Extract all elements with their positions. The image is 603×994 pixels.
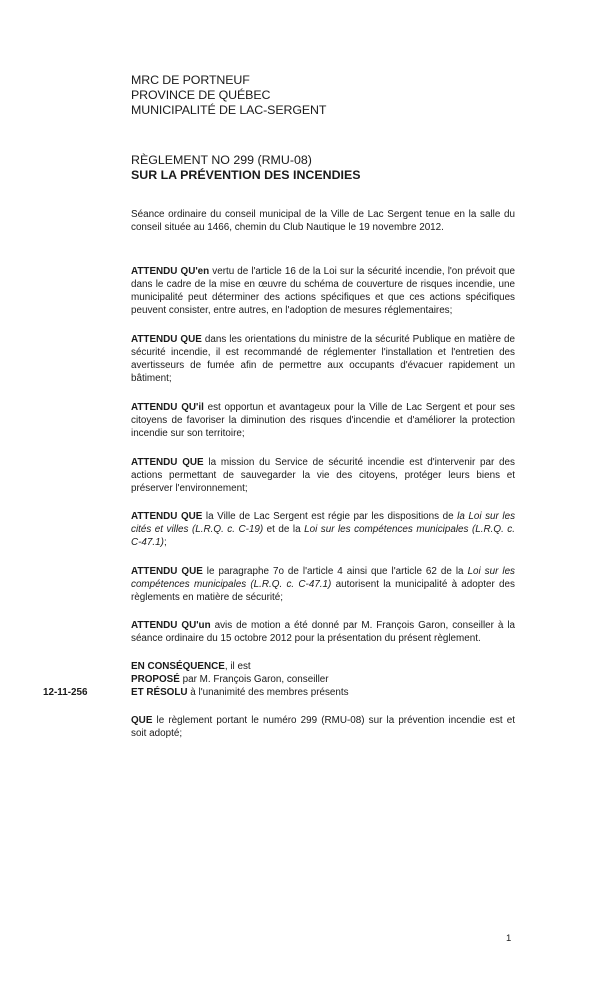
- attendu-label: ATTENDU QUE: [131, 457, 204, 468]
- attendu-paragraph-1: [131, 265, 515, 317]
- attendu-paragraph-7: [131, 619, 515, 645]
- attendu-text: avis de motion a été donné par M. François Garon, conseiller à la séance ordinaire du 15 octobre 2012 pour la présentation du présent règlement.: [131, 620, 515, 645]
- que-label: QUE: [131, 715, 153, 726]
- resolved-text: à l'unanimité des membres présents: [187, 687, 349, 699]
- title-subject: SUR LA PRÉVENTION DES INCENDIES: [131, 168, 361, 182]
- proposed-line: [131, 673, 515, 686]
- attendu-text: et de la: [263, 524, 305, 536]
- attendu-text: dans les orientations du ministre de la sécurité Publique en matière de sécurité incendie, il est recommandé de réglementer l'installation et l'entretien des avertisseurs de fumée afin de permettre aux occupants d'évacuer rapidement un bâtiment;: [131, 334, 515, 385]
- attendu-text: la mission du Service de sécurité incendie est d'intervenir par des actions permettant de sauvegarder la vie des citoyens, protéger leurs biens et préserver l'environnement;: [131, 457, 515, 495]
- attendu-label: ATTENDU QUE: [131, 334, 202, 345]
- que-text: le règlement portant le numéro 299 (RMU-08) sur la prévention incendie est et soit adopté;: [131, 715, 515, 740]
- attendu-paragraph-2: [131, 333, 515, 385]
- consequence-block: [131, 660, 515, 699]
- title-reglement: RÈGLEMENT NO 299 (RMU-08): [131, 153, 312, 167]
- consequence-label: EN CONSÉQUENCE: [131, 661, 225, 672]
- law-reference: Loi sur les compétences municipales (L.R.Q. c. C-47.1): [131, 524, 515, 549]
- attendu-text: autorisent la municipalité à adopter des règlements en matière de sécurité;: [131, 579, 515, 604]
- attendu-paragraph-5: [131, 510, 515, 549]
- proposed-text: par M. François Garon, conseiller: [179, 674, 329, 686]
- attendu-paragraph-3: [131, 401, 515, 440]
- attendu-text: le paragraphe 7o de l'article 4 ainsi que l'article 62 de la: [202, 566, 468, 577]
- document-header: [131, 73, 326, 118]
- consequence-text: , il est: [224, 661, 251, 672]
- document-title: [131, 153, 361, 183]
- resolution-number: 12-11-256: [43, 687, 88, 698]
- header-mrc: MRC DE PORTNEUF: [131, 73, 250, 87]
- header-province: PROVINCE DE QUÉBEC: [131, 88, 271, 102]
- attendu-paragraph-6: [131, 565, 515, 604]
- attendu-label: ATTENDU QUE: [131, 511, 203, 522]
- attendu-text: ;: [163, 537, 167, 549]
- consequence-line: [131, 660, 515, 673]
- attendu-text: vertu de l'article 16 de la Loi sur la sécurité incendie, l'on prévoit que dans le cadre de la mise en œuvre du schéma de couverture de risques incendie, une municipalité peut déterminer des actions spécifiques et que ces actions spécifiques peuvent consister, entre autres, en l'adoption de mesures réglementaires;: [131, 266, 515, 317]
- resolved-label: ET RÉSOLU: [131, 687, 188, 699]
- que-paragraph: [131, 714, 515, 740]
- attendu-paragraph-4: [131, 456, 515, 495]
- attendu-text: la Ville de Lac Sergent est régie par les dispositions de: [202, 511, 458, 522]
- law-reference: la Loi sur les cités et villes (L.R.Q. c. C-19): [131, 511, 516, 536]
- law-reference: Loi sur les compétences municipales (L.R.Q. c. C-47.1): [131, 566, 515, 591]
- attendu-label: ATTENDU QU'en: [131, 266, 210, 277]
- attendu-label: ATTENDU QUE: [131, 566, 203, 577]
- seance-paragraph: Séance ordinaire du conseil municipal de la Ville de Lac Sergent tenue en la salle du conseil située au 1466, chemin du Club Nautique le 19 novembre 2012.: [131, 209, 515, 234]
- resolved-line: [131, 686, 515, 699]
- header-municipality: MUNICIPALITÉ DE LAC-SERGENT: [131, 103, 327, 117]
- proposed-label: PROPOSÉ: [131, 674, 180, 686]
- attendu-label: ATTENDU QU'un: [131, 620, 211, 631]
- attendu-label: ATTENDU QU'il: [131, 402, 204, 413]
- attendu-text: est opportun et avantageux pour la Ville de Lac Sergent et pour ses citoyens de favoriser la diminution des risques d'incendie et d'améliorer la protection incendie sur son territoire;: [131, 402, 515, 440]
- page-number: 1: [506, 933, 512, 944]
